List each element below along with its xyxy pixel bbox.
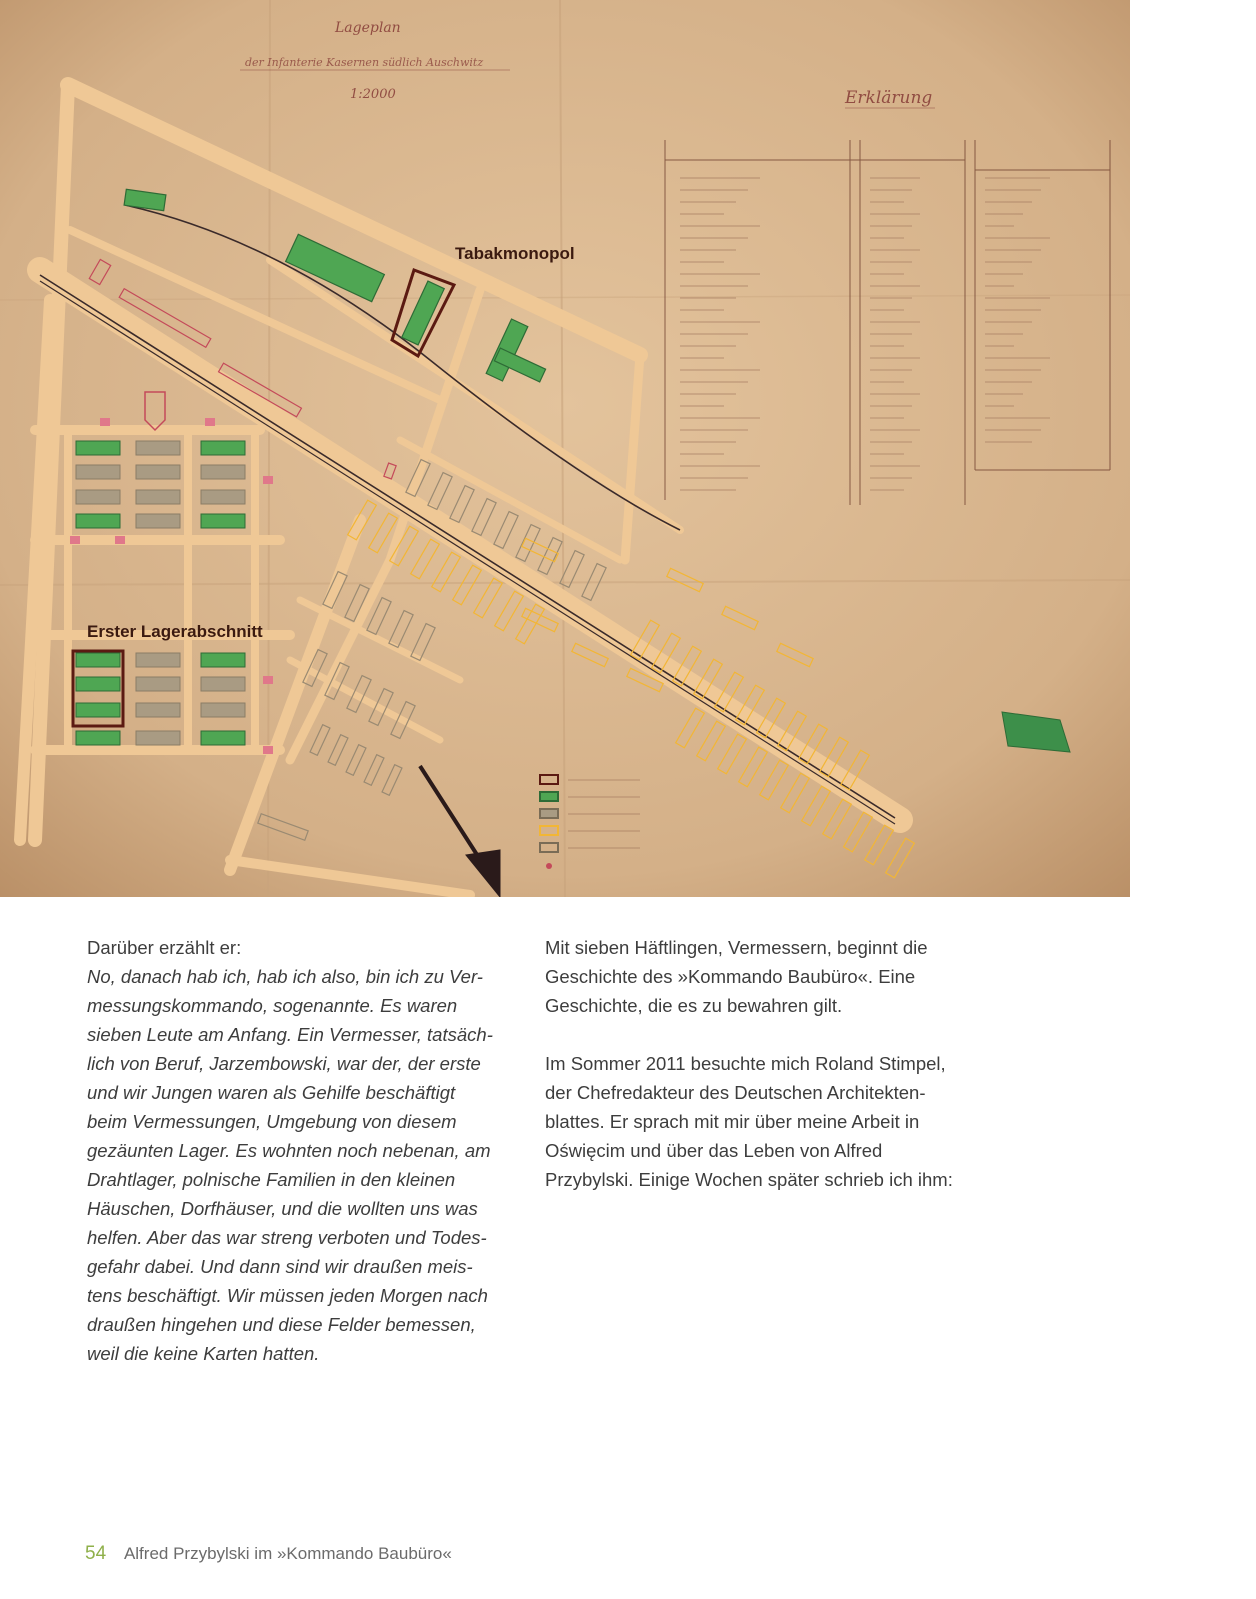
text-line: No, danach hab ich, hab ich also, bin ich zu Ver- xyxy=(87,966,483,987)
text-line: Mit sieben Häftlingen, Vermessern, beginnt die xyxy=(545,937,928,958)
gray-barrack xyxy=(136,441,180,455)
small-marker xyxy=(205,418,215,426)
green-barrack xyxy=(76,703,120,717)
svg-text:der Infanterie Kasernen südlic: der Infanterie Kasernen südlich Auschwitz xyxy=(245,56,484,69)
text-line: Oświęcim und über das Leben von Alfred xyxy=(545,1140,883,1161)
paragraph-2 xyxy=(545,1049,985,1194)
gray-barrack xyxy=(136,653,180,667)
page-footer xyxy=(85,1543,452,1565)
page-number: 54 xyxy=(85,1543,107,1564)
small-marker xyxy=(100,418,110,426)
gray-barrack xyxy=(136,465,180,479)
text-line: Geschichte des »Kommando Baubüro«. Eine xyxy=(545,966,916,987)
text-line: gefahr dabei. Und dann sind wir draußen meis- xyxy=(87,1256,473,1277)
text-line: draußen hingehen und diese Felder bemessen, xyxy=(87,1314,476,1335)
gray-barrack xyxy=(76,465,120,479)
text-line: beim Vermessungen, Umgebung von diesem xyxy=(87,1111,457,1132)
text-line: Häuschen, Dorfhäuser, und die wollten uns was xyxy=(87,1198,478,1219)
gray-barrack xyxy=(201,703,245,717)
green-barrack xyxy=(201,441,245,455)
left-text-column xyxy=(87,933,517,1368)
green-barrack xyxy=(76,731,120,745)
legend-swatch xyxy=(546,863,552,869)
small-marker xyxy=(263,746,273,754)
gray-barrack xyxy=(136,703,180,717)
green-barrack xyxy=(76,677,120,691)
text-line: tens beschäftigt. Wir müssen jeden Morgen nach xyxy=(87,1285,488,1306)
quote-intro: Darüber erzählt er: xyxy=(87,937,242,958)
text-line: Im Sommer 2011 besuchte mich Roland Stimpel, xyxy=(545,1053,946,1074)
gray-barrack xyxy=(136,514,180,528)
green-barrack xyxy=(201,653,245,667)
text-line: helfen. Aber das war streng verboten und Todes- xyxy=(87,1227,487,1248)
gray-barrack xyxy=(201,677,245,691)
text-line: Geschichte, die es zu bewahren gilt. xyxy=(545,995,843,1016)
text-line: und wir Jungen waren als Gehilfe beschäftigt xyxy=(87,1082,456,1103)
legend-swatch xyxy=(540,809,558,818)
right-text-column xyxy=(545,933,985,1194)
text-line: blattes. Er sprach mit mir über meine Arbeit in xyxy=(545,1111,920,1132)
small-marker xyxy=(263,476,273,484)
svg-text:1:2000: 1:2000 xyxy=(350,87,396,102)
green-barrack xyxy=(201,514,245,528)
paragraph-1 xyxy=(545,933,985,1020)
legend-swatch xyxy=(540,792,558,801)
gray-barrack xyxy=(76,490,120,504)
svg-text:Lageplan: Lageplan xyxy=(335,20,401,36)
gray-barrack xyxy=(136,731,180,745)
text-line: Drahtlager, polnische Familien in den kleinen xyxy=(87,1169,456,1190)
map-label-erster-lagerabschnitt: Erster Lagerabschnitt xyxy=(87,622,263,641)
green-barrack xyxy=(76,653,120,667)
text-line: gezäunten Lager. Es wohnten noch nebenan, am xyxy=(87,1140,491,1161)
small-marker xyxy=(70,536,80,544)
gray-barrack xyxy=(201,465,245,479)
svg-text:Erklärung: Erklärung xyxy=(845,88,933,108)
text-line: weil die keine Karten hatten. xyxy=(87,1343,320,1364)
running-title: Alfred Przybylski im »Kommando Baubüro« xyxy=(123,1544,452,1563)
text-line: Przybylski. Einige Wochen später schrieb ich ihm: xyxy=(545,1169,953,1190)
map-label-tabakmonopol: Tabakmonopol xyxy=(455,244,575,263)
gray-barrack xyxy=(201,490,245,504)
gray-barrack xyxy=(136,490,180,504)
small-marker xyxy=(115,536,125,544)
green-barrack xyxy=(201,731,245,745)
green-barrack xyxy=(76,441,120,455)
text-line: der Chefredakteur des Deutschen Architekten- xyxy=(545,1082,926,1103)
green-barrack xyxy=(76,514,120,528)
interview-quote xyxy=(87,962,517,1368)
gray-barrack xyxy=(136,677,180,691)
text-line: messungskommando, sogenannte. Es waren xyxy=(87,995,458,1016)
text-line: lich von Beruf, Jarzembowski, war der, der erste xyxy=(87,1053,481,1074)
small-marker xyxy=(263,676,273,684)
text-line: sieben Leute am Anfang. Ein Vermesser, tatsäch- xyxy=(87,1024,493,1045)
